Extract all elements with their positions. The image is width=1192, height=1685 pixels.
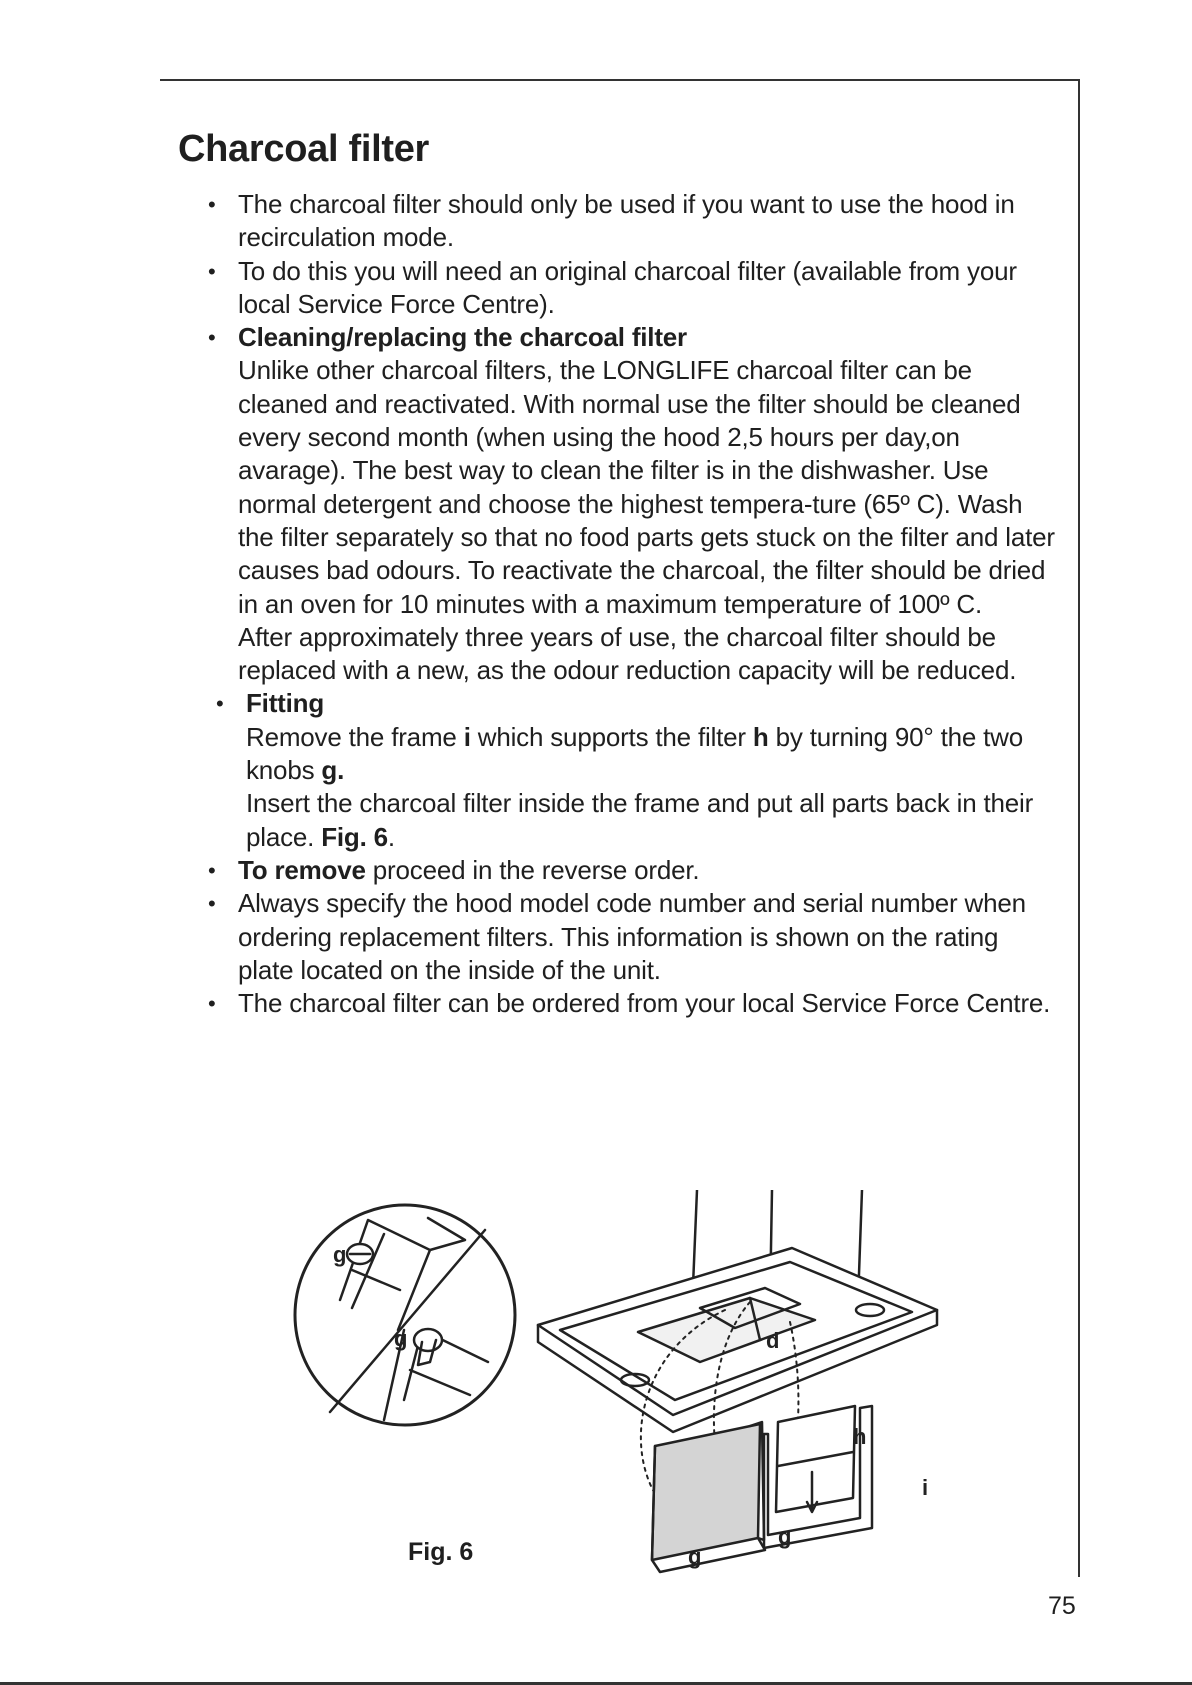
replacement-paragraph: After approximately three years of use, the charcoal filter should be replaced with a new, as the odour reduction capacity will be reduced. bbox=[238, 621, 1017, 686]
item-text: Always specify the hood model code number and serial number when ordering replacement filters. This information is shown on the rating plate located on the inside of the unit. bbox=[238, 888, 1026, 985]
list-item bbox=[206, 188, 1056, 255]
label-d: d bbox=[766, 1328, 780, 1353]
top-rule bbox=[160, 79, 1080, 81]
fitting-paragraph-2: Insert the charcoal filter inside the frame and put all parts back in their place. Fig. 6. bbox=[246, 788, 1034, 852]
figure-caption: Fig. 6 bbox=[408, 1538, 474, 1566]
list-item-remove bbox=[206, 854, 1056, 887]
list-item-fitting bbox=[206, 687, 1056, 853]
list-item bbox=[206, 255, 1056, 322]
fitting-heading: Fitting bbox=[246, 688, 325, 719]
bullet: • bbox=[208, 192, 216, 217]
cleaning-paragraph: Unlike other charcoal filters, the LONGLIFE charcoal filter can be cleaned and reactivated. With normal use the filter should be cleaned every second month (when using the hood 2,5 hours per day,on avarage). The best way to clean the filter is in the dishwasher. Use normal detergent and choose the highest tempera-ture (65º C). Wash the filter separately so that no food parts gets stuck on the filter and later causes bad odours. To reactivate the charcoal, the filter should be dried in an oven for 10 minutes with a maximum temperature of 100º C. bbox=[238, 355, 1055, 619]
bullet: • bbox=[216, 691, 224, 717]
fig6-illustration bbox=[280, 1190, 960, 1580]
item-text: To do this you will need an original charcoal filter (available from your local Service Force Centre). bbox=[238, 255, 1017, 319]
right-rule bbox=[1078, 79, 1080, 1577]
label-g-detail-top: g bbox=[333, 1242, 347, 1267]
removed-frame bbox=[652, 1422, 765, 1572]
label-i: i bbox=[922, 1475, 929, 1500]
fitting-paragraph-1: Remove the frame i which supports the filter h by turning 90° the two knobs g. bbox=[246, 721, 1024, 786]
bullet: • bbox=[208, 991, 216, 1017]
label-g-knob: g bbox=[688, 1544, 702, 1569]
hood-body bbox=[538, 1248, 937, 1432]
cleaning-heading: Cleaning/replacing the charcoal filter bbox=[238, 322, 687, 353]
label-g-detail-bottom: g bbox=[394, 1326, 408, 1351]
item-text: To remove proceed in the reverse order. bbox=[238, 854, 700, 885]
item-text: The charcoal filter can be ordered from your local Service Force Centre. bbox=[238, 988, 1051, 1019]
bullet: • bbox=[208, 258, 216, 284]
list-item-cleaning bbox=[206, 321, 1056, 687]
bullet: • bbox=[208, 325, 216, 351]
label-g-frame: g bbox=[778, 1524, 792, 1549]
knob-detail-circle bbox=[295, 1205, 515, 1425]
bullet: • bbox=[208, 891, 216, 917]
list-item bbox=[206, 987, 1056, 1020]
bullet: • bbox=[208, 857, 216, 883]
item-text: The charcoal filter should only be used if you want to use the hood in recirculation mode. bbox=[238, 189, 1015, 253]
page-number: 75 bbox=[1048, 1592, 1076, 1620]
list-item bbox=[206, 887, 1056, 987]
instructions-list bbox=[206, 188, 1056, 1020]
page-title: Charcoal filter bbox=[178, 128, 430, 170]
label-h: h bbox=[853, 1424, 867, 1449]
